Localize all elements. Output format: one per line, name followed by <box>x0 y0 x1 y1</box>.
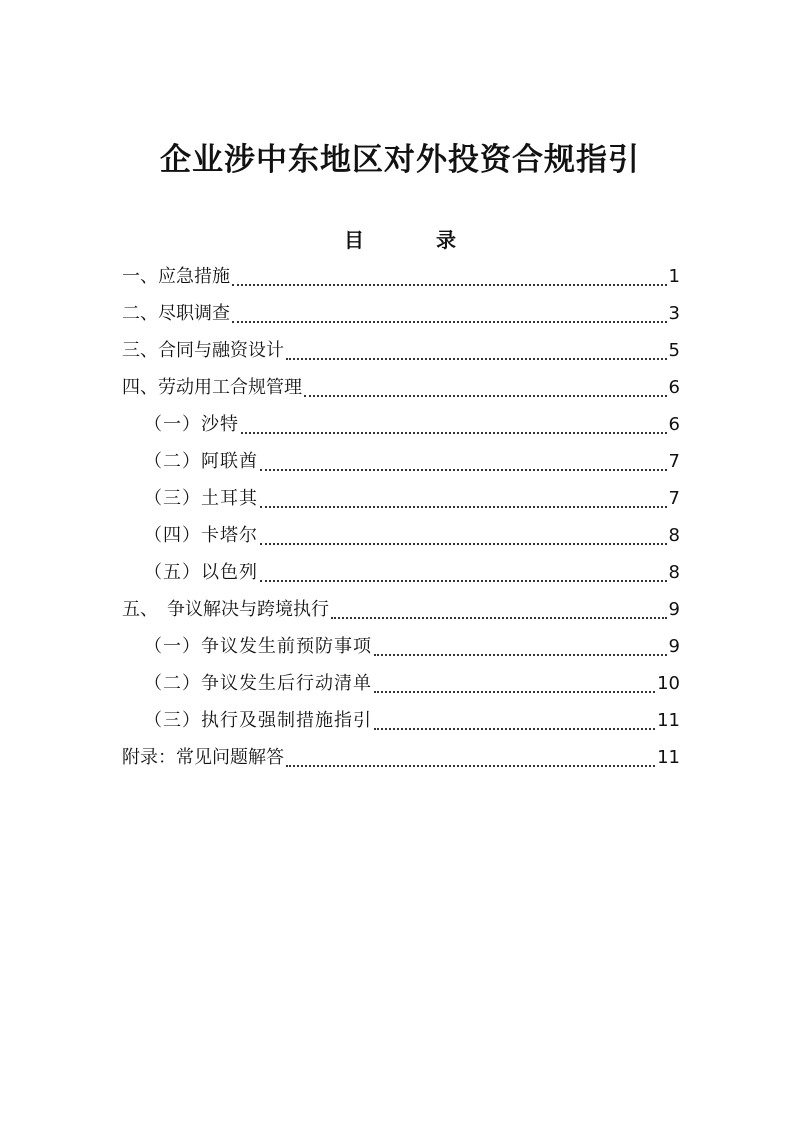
toc-entry[interactable] <box>122 369 680 406</box>
toc-entry-label: 二、尽职调查 <box>122 303 230 324</box>
document-title: 企业涉中东地区对外投资合规指引 <box>160 142 640 178</box>
toc-entry-label: （三）执行及强制措施指引 <box>144 710 372 731</box>
toc-entry-label: 一、应急措施 <box>122 266 230 287</box>
toc-entry[interactable] <box>122 295 680 332</box>
toc-page-number: 8 <box>668 562 680 583</box>
toc-entry-label: （三）土耳其 <box>144 488 258 509</box>
toc-page-number: 7 <box>668 451 680 472</box>
toc-page-number: 9 <box>668 636 680 657</box>
toc-dot-leader <box>260 469 667 471</box>
toc-page-number: 3 <box>668 303 680 324</box>
toc-subentry[interactable] <box>122 517 680 554</box>
toc-entry-label: （一）争议发生前预防事项 <box>144 636 372 657</box>
toc-dot-leader <box>260 506 667 508</box>
toc-dot-leader <box>241 432 667 434</box>
toc-subentry[interactable] <box>122 665 680 702</box>
toc-page-number: 5 <box>668 340 680 361</box>
toc-entry-label: 三、合同与融资设计 <box>122 340 284 361</box>
toc-entry[interactable] <box>122 591 680 628</box>
toc-page-number: 1 <box>668 266 680 287</box>
toc-page-number: 10 <box>657 673 680 694</box>
toc-dot-leader <box>232 321 667 323</box>
toc-entry-label: 四、劳动用工合规管理 <box>122 377 302 398</box>
toc-entry[interactable] <box>122 739 680 776</box>
toc-entry[interactable] <box>122 332 680 369</box>
toc-subentry[interactable] <box>122 480 680 517</box>
toc-entry-label: （五）以色列 <box>144 562 258 583</box>
toc-entry-label: （一）沙特 <box>144 414 239 435</box>
toc-subentry[interactable] <box>122 443 680 480</box>
toc-dot-leader <box>260 543 667 545</box>
toc-dot-leader <box>260 580 667 582</box>
toc-dot-leader <box>374 728 655 730</box>
toc-dot-leader <box>331 617 667 619</box>
toc-page-number: 6 <box>668 414 680 435</box>
toc-dot-leader <box>286 358 667 360</box>
toc-entry-label: （二）阿联酋 <box>144 451 258 472</box>
toc-subentry[interactable] <box>122 702 680 739</box>
table-of-contents <box>122 258 680 776</box>
toc-entry[interactable] <box>122 258 680 295</box>
toc-entry-label: （四）卡塔尔 <box>144 525 258 546</box>
toc-page-number: 11 <box>657 747 680 768</box>
toc-dot-leader <box>304 395 667 397</box>
toc-page-number: 8 <box>668 525 680 546</box>
toc-page-number: 6 <box>668 377 680 398</box>
toc-subentry[interactable] <box>122 628 680 665</box>
toc-dot-leader <box>286 765 655 767</box>
toc-dot-leader <box>374 654 667 656</box>
toc-entry-label: 五、 争议解决与跨境执行 <box>122 599 329 620</box>
toc-entry-label: （二）争议发生后行动清单 <box>144 673 372 694</box>
toc-entry-label: 附录：常见问题解答 <box>122 747 284 768</box>
toc-page-number: 9 <box>668 599 680 620</box>
toc-dot-leader <box>374 691 655 693</box>
toc-subentry[interactable] <box>122 406 680 443</box>
toc-heading: 目 录 <box>344 228 482 252</box>
toc-page-number: 7 <box>668 488 680 509</box>
toc-dot-leader <box>232 284 667 286</box>
toc-page-number: 11 <box>657 710 680 731</box>
toc-subentry[interactable] <box>122 554 680 591</box>
